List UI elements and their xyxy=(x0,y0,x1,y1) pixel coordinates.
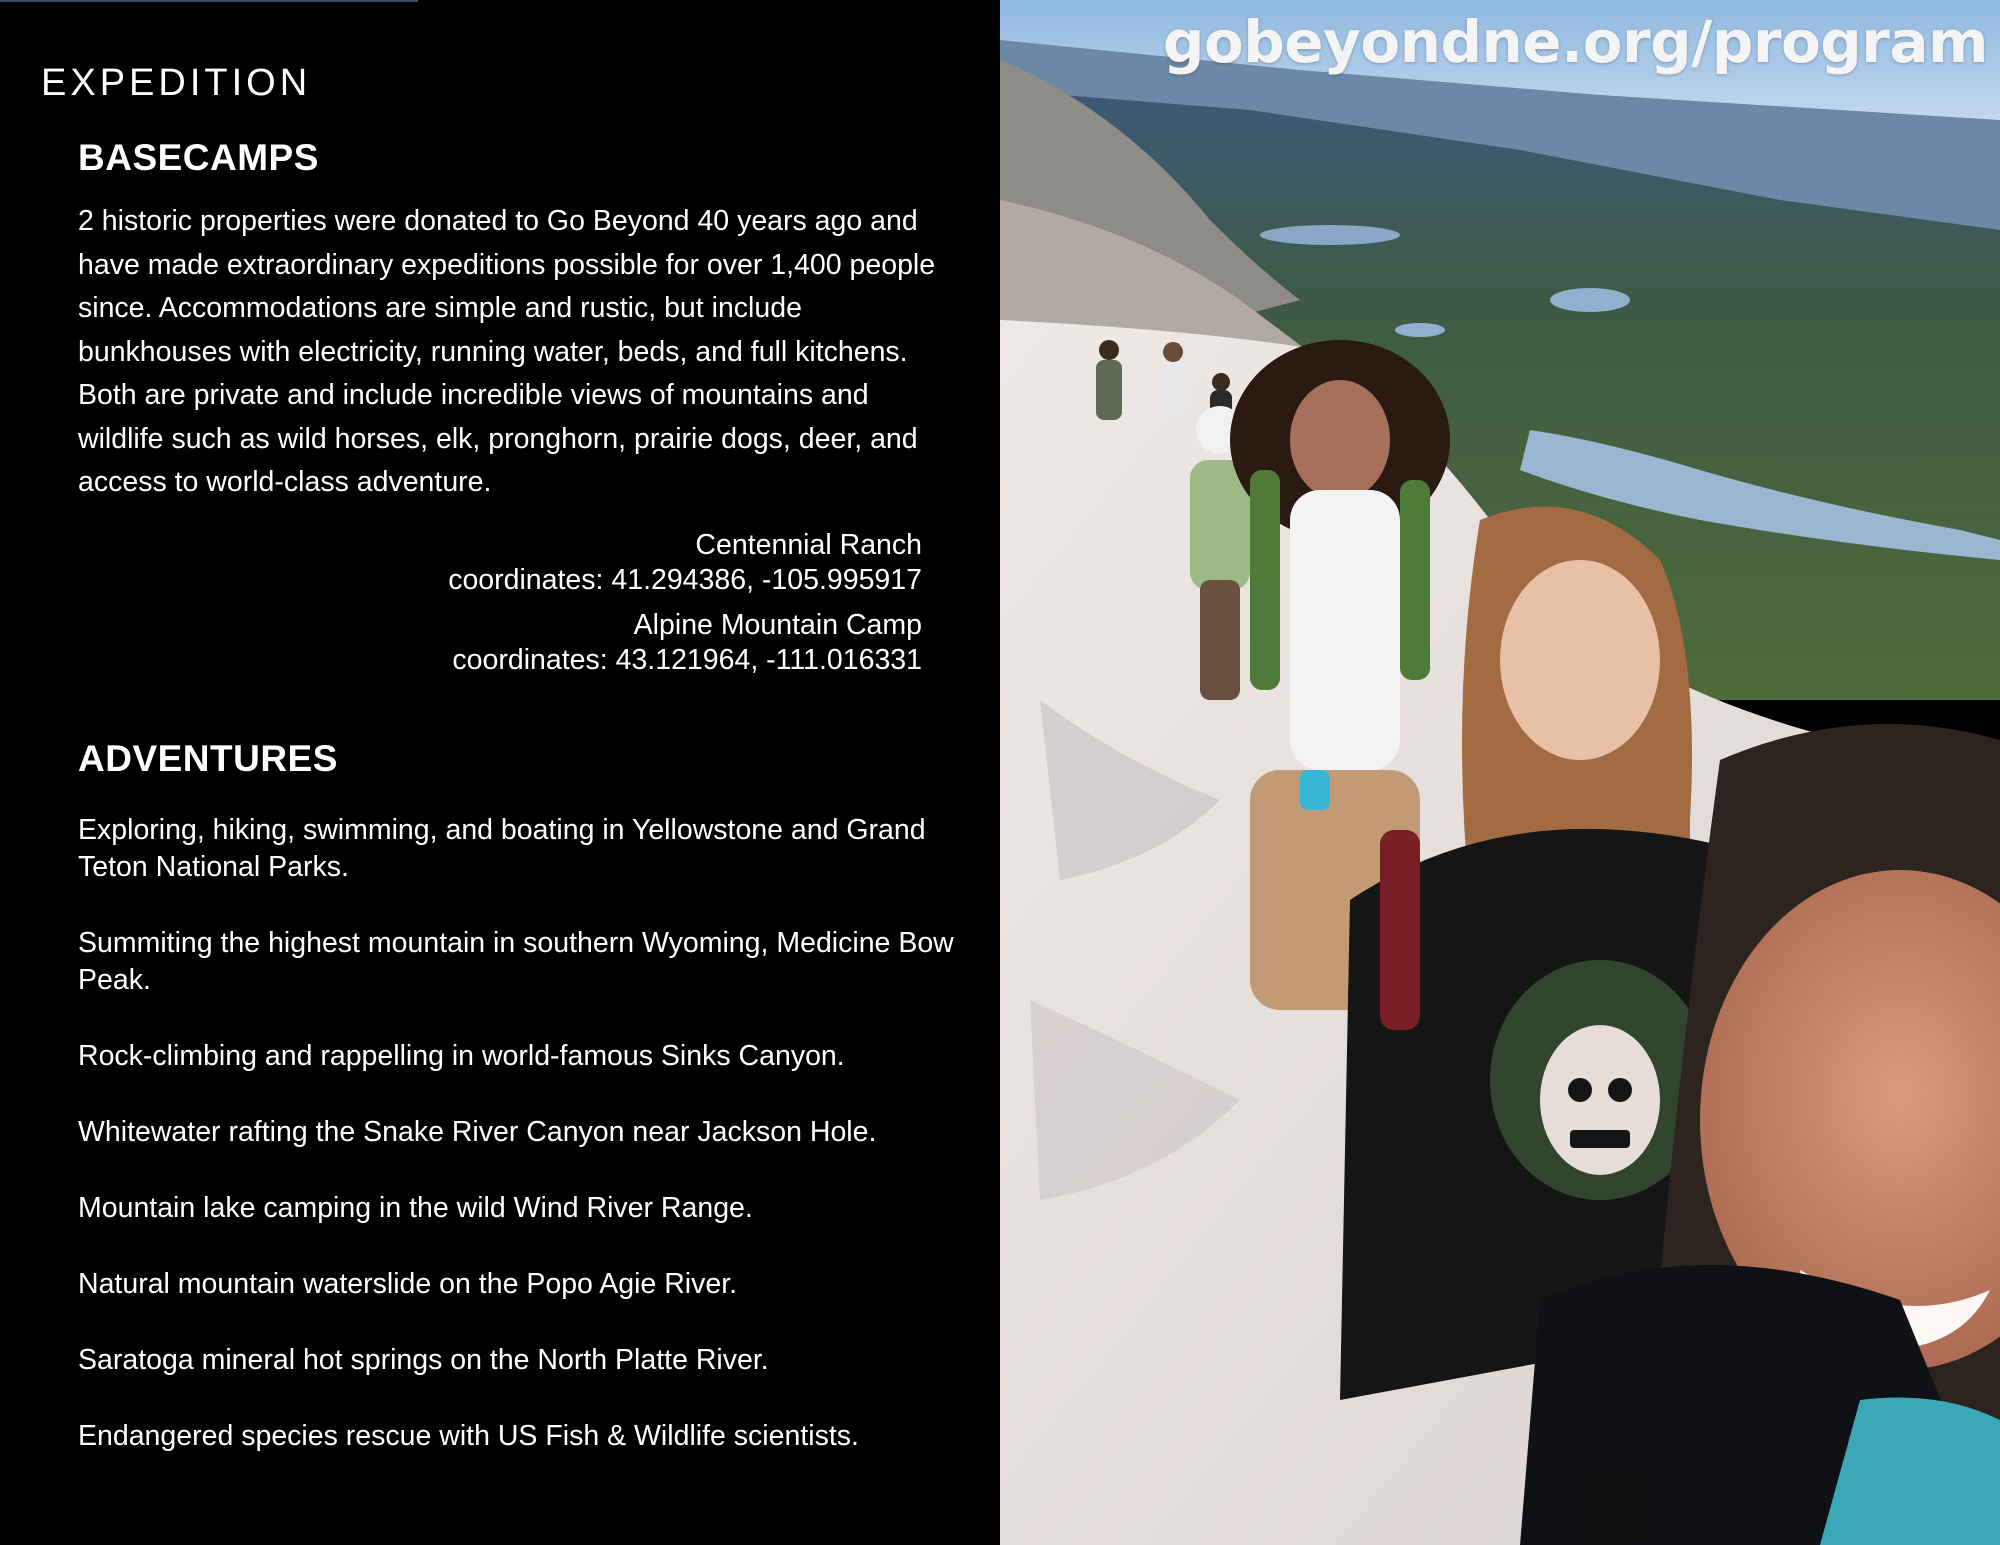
location-name: Centennial Ranch xyxy=(695,529,922,561)
basecamps-heading: BASECAMPS xyxy=(78,137,319,178)
list-item: Saratoga mineral hot springs on the North Platte River. xyxy=(78,1344,769,1376)
adventures-heading: ADVENTURES xyxy=(78,738,338,779)
list-item: Endangered species rescue with US Fish & Wildlife scientists. xyxy=(78,1420,859,1452)
location-coordinates: coordinates: 41.294386, -105.995917 xyxy=(448,564,922,596)
basecamps-paragraph: 2 historic properties were donated to Go Beyond 40 years ago and have made extraordinary expeditions possible for over 1,400 people since. Accommodations are simple and rustic, but include bunkhouses with electricity, running water, beds, and full kitchens. Both are private and include incredible views of mountains and wildlife such as wild horses, elk, pronghorn, prairie dogs, deer, and access to world-class adventure. xyxy=(78,205,936,498)
list-item: Summiting the highest mountain in southern Wyoming, Medicine Bow Peak. xyxy=(78,927,954,996)
list-item: Exploring, hiking, swimming, and boating in Yellowstone and Grand Teton National Parks. xyxy=(78,814,926,883)
location-name: Alpine Mountain Camp xyxy=(633,609,922,641)
photo-illustration xyxy=(1000,0,2000,1545)
location-alpine-mountain-camp xyxy=(452,608,922,678)
program-url-text: gobeyondne.org/program xyxy=(1162,8,1988,76)
hiking-group-photo xyxy=(1000,0,2000,1545)
section-label: EXPEDITION xyxy=(41,62,312,104)
top-accent-bar xyxy=(0,0,418,2)
list-item: Rock-climbing and rappelling in world-famous Sinks Canyon. xyxy=(78,1040,845,1072)
list-item: Natural mountain waterslide on the Popo Agie River. xyxy=(78,1268,738,1300)
location-centennial-ranch xyxy=(448,528,922,598)
list-item: Whitewater rafting the Snake River Canyon near Jackson Hole. xyxy=(78,1116,877,1148)
location-coordinates: coordinates: 43.121964, -111.016331 xyxy=(452,644,922,676)
list-item: Mountain lake camping in the wild Wind River Range. xyxy=(78,1192,753,1224)
adventures-list xyxy=(78,812,958,1494)
